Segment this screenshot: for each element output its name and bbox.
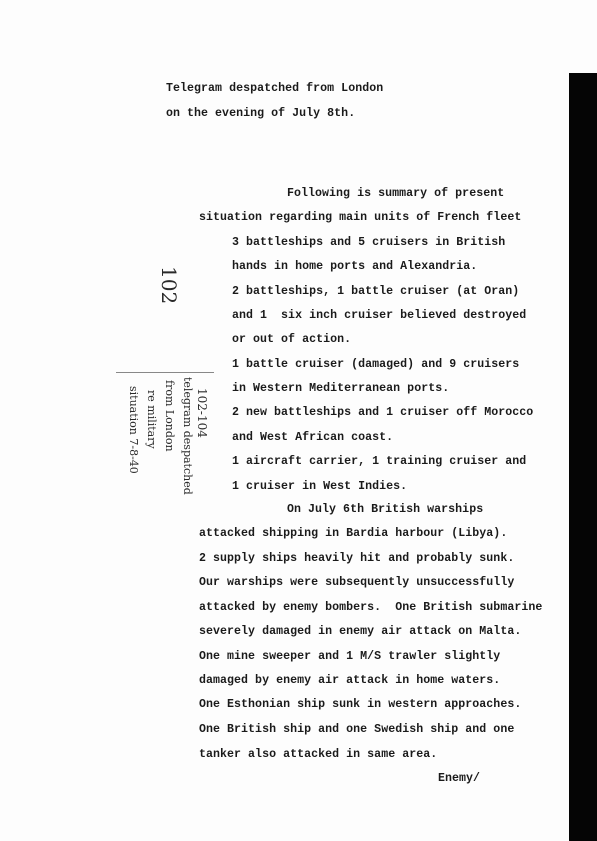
body-line-22: One Esthonian ship sunk in western approaches.	[199, 698, 522, 711]
body-line-21: damaged by enemy air attack in home waters.	[199, 674, 501, 687]
body-line-10: 2 new battleships and 1 cruiser off Morocco	[232, 406, 534, 419]
body-line-2: situation regarding main units of French fleet	[199, 211, 522, 224]
body-line-19: severely damaged in enemy air attack on Malta.	[199, 625, 522, 638]
body-line-4: hands in home ports and Alexandria.	[232, 260, 478, 273]
body-line-11: and West African coast.	[232, 431, 394, 444]
body-line-8: 1 battle cruiser (damaged) and 9 cruisers	[232, 358, 520, 371]
margin-reference: 102-104	[195, 388, 209, 438]
body-line-3: 3 battleships and 5 cruisers in British	[232, 236, 506, 249]
scan-edge-bar	[569, 73, 597, 841]
body-line-5: 2 battleships, 1 battle cruiser (at Oran)	[232, 285, 520, 298]
body-line-15: attacked shipping in Bardia harbour (Libya).	[199, 527, 508, 540]
body-line-6: and 1 six inch cruiser believed destroyed	[232, 309, 527, 322]
margin-handwriting-line-3: re military	[145, 390, 158, 449]
body-line-7: or out of action.	[232, 333, 352, 346]
body-line-23: One British ship and one Swedish ship and one	[199, 723, 515, 736]
body-line-16: 2 supply ships heavily hit and probably sunk.	[199, 552, 515, 565]
body-line-14: On July 6th British warships	[287, 503, 484, 516]
header-line-2: on the evening of July 8th.	[166, 107, 356, 120]
margin-page-number: 102	[157, 266, 181, 305]
margin-tick-line	[116, 372, 214, 373]
body-line-9: in Western Mediterranean ports.	[232, 382, 450, 395]
margin-handwriting-line-1: telegram despatched	[181, 377, 194, 495]
body-line-17: Our warships were subsequently unsuccessfully	[199, 576, 515, 589]
margin-handwriting-line-2: from London	[163, 380, 176, 452]
body-line-13: 1 cruiser in West Indies.	[232, 480, 408, 493]
body-line-12: 1 aircraft carrier, 1 training cruiser and	[232, 455, 527, 468]
body-line-18: attacked by enemy bombers. One British submarine	[199, 601, 543, 614]
header-line-1: Telegram despatched from London	[166, 82, 384, 95]
body-line-20: One mine sweeper and 1 M/S trawler slightly	[199, 650, 501, 663]
margin-handwriting-line-4: situation 7-8-40	[127, 386, 140, 474]
catchword: Enemy/	[438, 772, 481, 785]
body-line-1: Following is summary of present	[287, 187, 505, 200]
body-line-24: tanker also attacked in same area.	[199, 748, 438, 761]
